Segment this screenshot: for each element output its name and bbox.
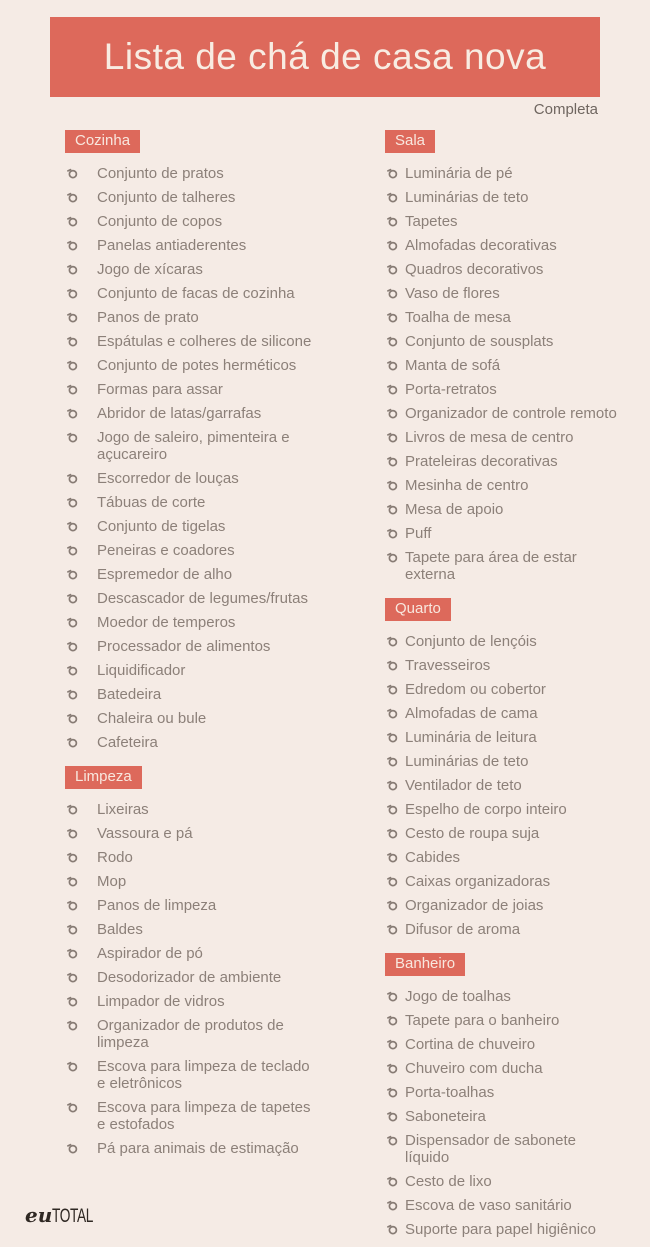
circle-notch-icon (387, 708, 398, 719)
circle-notch-icon (67, 924, 78, 935)
circle-notch-icon (67, 713, 78, 724)
list-item-label: Cafeteira (97, 734, 158, 751)
circle-notch-icon (67, 1061, 78, 1072)
list-item (65, 849, 317, 866)
circle-notch-icon (387, 924, 398, 935)
section-badge: Sala (385, 130, 435, 153)
list-item-label: Liquidificador (97, 662, 186, 679)
circle-notch-icon (67, 408, 78, 419)
list-item (385, 189, 620, 206)
list-item (385, 501, 620, 518)
section-badge: Limpeza (65, 766, 142, 789)
left-column (65, 130, 317, 1164)
list-item-label: Jogo de toalhas (405, 988, 511, 1005)
circle-notch-icon (387, 684, 398, 695)
list-item-label: Desodorizador de ambiente (97, 969, 282, 986)
list-item (65, 825, 317, 842)
circle-notch-icon (67, 1143, 78, 1154)
list-item (65, 662, 317, 679)
list-item (65, 494, 317, 511)
list-item-label: Processador de alimentos (97, 638, 271, 655)
circle-notch-icon (387, 552, 398, 563)
list-item-label: Limpador de vidros (97, 993, 225, 1010)
list-item (385, 237, 620, 254)
list-item-label: Ventilador de teto (405, 777, 522, 794)
list-item (385, 753, 620, 770)
list-item-label: Tapete para área de estar externa (405, 549, 577, 583)
circle-notch-icon (67, 312, 78, 323)
circle-notch-icon (387, 636, 398, 647)
list-item (385, 1012, 620, 1029)
list-item (385, 873, 620, 890)
circle-notch-icon (67, 192, 78, 203)
section-sala (385, 130, 620, 583)
circle-notch-icon (387, 756, 398, 767)
circle-notch-icon (67, 168, 78, 179)
list-item-label: Panos de prato (97, 309, 199, 326)
section-badge: Quarto (385, 598, 451, 621)
list-item-label: Tábuas de corte (97, 494, 206, 511)
circle-notch-icon (387, 456, 398, 467)
circle-notch-icon (67, 360, 78, 371)
list-item-label: Toalha de mesa (405, 309, 511, 326)
list-item-label: Dispensador de sabonete líquido (405, 1132, 576, 1166)
section-limpeza (65, 766, 317, 1157)
circle-notch-icon (387, 1039, 398, 1050)
list-item-label: Livros de mesa de centro (405, 429, 574, 446)
list-item (65, 590, 317, 607)
list-item (385, 1060, 620, 1077)
list-item (385, 1036, 620, 1053)
list-item (65, 518, 317, 535)
list-item (385, 897, 620, 914)
list-item-label: Almofadas de cama (405, 705, 538, 722)
circle-notch-icon (387, 780, 398, 791)
list-item-label: Tapetes (405, 213, 458, 230)
list-item-label: Saboneteira (405, 1108, 486, 1125)
list-item-label: Panos de limpeza (97, 897, 217, 914)
circle-notch-icon (67, 876, 78, 887)
circle-notch-icon (387, 336, 398, 347)
page-title: Lista de chá de casa nova (103, 36, 547, 77)
list-item-label: Manta de sofá (405, 357, 501, 374)
list-item-label: Vaso de flores (405, 285, 500, 302)
list-item (65, 1017, 317, 1051)
list-item (385, 285, 620, 302)
list-item-label: Cortina de chuveiro (405, 1036, 536, 1053)
list-item (385, 1221, 620, 1238)
list-item-label: Rodo (97, 849, 133, 866)
list-item-label: Prateleiras decorativas (405, 453, 558, 470)
list-item (65, 1099, 317, 1133)
circle-notch-icon (387, 828, 398, 839)
list-item (65, 945, 317, 962)
list-item-label: Organizador de produtos de limpeza (97, 1017, 284, 1051)
circle-notch-icon (67, 1102, 78, 1113)
section-badge: Cozinha (65, 130, 140, 153)
circle-notch-icon (387, 432, 398, 443)
list-item-label: Conjunto de tigelas (97, 518, 226, 535)
title-banner (50, 17, 600, 97)
circle-notch-icon (67, 593, 78, 604)
list-item-label: Organizador de controle remoto (405, 405, 617, 422)
list-item (385, 405, 620, 422)
circle-notch-icon (387, 360, 398, 371)
section-banheiro (385, 953, 620, 1238)
circle-notch-icon (67, 804, 78, 815)
list-item (385, 657, 620, 674)
circle-notch-icon (387, 804, 398, 815)
circle-notch-icon (387, 732, 398, 743)
circle-notch-icon (387, 1200, 398, 1211)
list-item (65, 921, 317, 938)
section-list (385, 633, 620, 938)
list-item (385, 381, 620, 398)
list-item-label: Conjunto de copos (97, 213, 223, 230)
circle-notch-icon (387, 504, 398, 515)
list-item-label: Almofadas decorativas (405, 237, 557, 254)
circle-notch-icon (387, 288, 398, 299)
section-list (65, 165, 317, 751)
list-item (65, 1140, 317, 1157)
list-item (65, 614, 317, 631)
section-quarto (385, 598, 620, 938)
list-item (65, 638, 317, 655)
section-badge: Banheiro (385, 953, 465, 976)
circle-notch-icon (67, 545, 78, 556)
list-item (65, 542, 317, 559)
list-item-label: Suporte para papel higiênico (405, 1221, 596, 1238)
list-item (385, 825, 620, 842)
list-item (385, 525, 620, 542)
list-item-label: Conjunto de lençóis (405, 633, 537, 650)
list-item-label: Mop (97, 873, 127, 890)
circle-notch-icon (387, 192, 398, 203)
brand-logo-caps: TOTAL (52, 1206, 94, 1227)
list-item (65, 285, 317, 302)
list-item (385, 705, 620, 722)
list-item (65, 710, 317, 727)
list-item-label: Conjunto de pratos (97, 165, 224, 182)
list-item-label: Edredom ou cobertor (405, 681, 546, 698)
circle-notch-icon (387, 660, 398, 671)
list-item-label: Luminárias de teto (405, 189, 529, 206)
list-item (385, 921, 620, 938)
circle-notch-icon (387, 168, 398, 179)
list-item (385, 261, 620, 278)
brand-logo (25, 1203, 109, 1228)
list-item (385, 453, 620, 470)
list-item-label: Cabides (405, 849, 461, 866)
list-item (65, 429, 317, 463)
list-item-label: Mesa de apoio (405, 501, 504, 518)
right-column (385, 130, 620, 1245)
circle-notch-icon (387, 900, 398, 911)
list-item-label: Porta-retratos (405, 381, 497, 398)
circle-notch-icon (67, 569, 78, 580)
list-item-label: Aspirador de pó (97, 945, 203, 962)
list-item-label: Escova para limpeza de teclado e eletrônicos (97, 1058, 310, 1092)
circle-notch-icon (387, 312, 398, 323)
list-item (385, 165, 620, 182)
circle-notch-icon (387, 1015, 398, 1026)
circle-notch-icon (387, 852, 398, 863)
list-item-label: Lixeiras (97, 801, 149, 818)
list-item (65, 309, 317, 326)
list-item-label: Luminária de pé (405, 165, 513, 182)
circle-notch-icon (387, 876, 398, 887)
list-item (385, 849, 620, 866)
list-item (65, 470, 317, 487)
list-item-label: Chaleira ou bule (97, 710, 207, 727)
circle-notch-icon (67, 432, 78, 443)
list-item (65, 405, 317, 422)
circle-notch-icon (67, 1020, 78, 1031)
list-item-label: Escorredor de louças (97, 470, 239, 487)
list-item (65, 213, 317, 230)
list-item-label: Panelas antiaderentes (97, 237, 247, 254)
list-item (385, 801, 620, 818)
list-item-label: Tapete para o banheiro (405, 1012, 560, 1029)
circle-notch-icon (67, 972, 78, 983)
list-item (385, 1197, 620, 1214)
circle-notch-icon (67, 852, 78, 863)
list-item-label: Luminária de leitura (405, 729, 537, 746)
list-item-label: Cesto de lixo (405, 1173, 492, 1190)
list-item (385, 988, 620, 1005)
list-item (65, 261, 317, 278)
subtitle: Completa (533, 101, 598, 118)
list-item-label: Descascador de legumes/frutas (97, 590, 308, 607)
circle-notch-icon (67, 689, 78, 700)
circle-notch-icon (67, 473, 78, 484)
list-item (385, 213, 620, 230)
list-item (65, 333, 317, 350)
list-item (385, 1173, 620, 1190)
list-item (65, 686, 317, 703)
list-item (65, 969, 317, 986)
section-cozinha (65, 130, 317, 751)
list-item (65, 237, 317, 254)
list-item-label: Chuveiro com ducha (405, 1060, 543, 1077)
list-item (65, 566, 317, 583)
list-item (65, 873, 317, 890)
circle-notch-icon (67, 264, 78, 275)
list-item-label: Conjunto de talheres (97, 189, 236, 206)
list-item-label: Pá para animais de estimação (97, 1140, 299, 1157)
list-item (385, 729, 620, 746)
list-item (385, 1108, 620, 1125)
circle-notch-icon (67, 996, 78, 1007)
circle-notch-icon (67, 336, 78, 347)
list-item (385, 477, 620, 494)
list-item-label: Espremedor de alho (97, 566, 233, 583)
list-item-label: Moedor de temperos (97, 614, 236, 631)
circle-notch-icon (387, 1224, 398, 1235)
circle-notch-icon (67, 900, 78, 911)
list-item-label: Travesseiros (405, 657, 491, 674)
list-item-label: Conjunto de potes herméticos (97, 357, 297, 374)
list-item (385, 309, 620, 326)
list-item-label: Conjunto de sousplats (405, 333, 554, 350)
circle-notch-icon (67, 521, 78, 532)
section-list (385, 165, 620, 583)
circle-notch-icon (387, 480, 398, 491)
section-list (65, 801, 317, 1157)
brand-logo-script: eu (25, 1203, 53, 1227)
list-item (385, 429, 620, 446)
circle-notch-icon (67, 665, 78, 676)
list-item (385, 357, 620, 374)
circle-notch-icon (67, 216, 78, 227)
list-item-label: Formas para assar (97, 381, 223, 398)
list-item-label: Cesto de roupa suja (405, 825, 540, 842)
list-item-label: Luminárias de teto (405, 753, 529, 770)
list-item (385, 333, 620, 350)
list-item (385, 777, 620, 794)
circle-notch-icon (67, 497, 78, 508)
circle-notch-icon (67, 617, 78, 628)
list-item-label: Jogo de saleiro, pimenteira e açucareiro (97, 429, 290, 463)
list-item-label: Porta-toalhas (405, 1084, 495, 1101)
list-item (385, 549, 620, 583)
circle-notch-icon (67, 384, 78, 395)
list-item-label: Espelho de corpo inteiro (405, 801, 567, 818)
circle-notch-icon (67, 288, 78, 299)
list-item-label: Peneiras e coadores (97, 542, 235, 559)
list-item (385, 1084, 620, 1101)
circle-notch-icon (67, 948, 78, 959)
list-item-label: Batedeira (97, 686, 162, 703)
section-list (385, 988, 620, 1238)
list-item (65, 189, 317, 206)
circle-notch-icon (387, 991, 398, 1002)
list-item (65, 897, 317, 914)
circle-notch-icon (387, 1176, 398, 1187)
list-item-label: Jogo de xícaras (97, 261, 203, 278)
list-item (65, 357, 317, 374)
list-item (65, 801, 317, 818)
list-item (65, 165, 317, 182)
list-item-label: Escova para limpeza de tapetes e estofados (97, 1099, 311, 1133)
circle-notch-icon (387, 1063, 398, 1074)
list-item (385, 633, 620, 650)
circle-notch-icon (387, 408, 398, 419)
list-item-label: Quadros decorativos (405, 261, 544, 278)
circle-notch-icon (67, 737, 78, 748)
circle-notch-icon (67, 828, 78, 839)
circle-notch-icon (387, 264, 398, 275)
list-item-label: Vassoura e pá (97, 825, 193, 842)
circle-notch-icon (387, 216, 398, 227)
circle-notch-icon (387, 240, 398, 251)
circle-notch-icon (387, 384, 398, 395)
list-item (65, 993, 317, 1010)
list-item-label: Organizador de joias (405, 897, 544, 914)
circle-notch-icon (67, 641, 78, 652)
circle-notch-icon (387, 1111, 398, 1122)
circle-notch-icon (387, 528, 398, 539)
list-item-label: Escova de vaso sanitário (405, 1197, 572, 1214)
list-item (385, 681, 620, 698)
list-item-label: Caixas organizadoras (405, 873, 551, 890)
list-item-label: Mesinha de centro (405, 477, 529, 494)
list-item (65, 734, 317, 751)
list-item-label: Baldes (97, 921, 143, 938)
circle-notch-icon (387, 1135, 398, 1146)
circle-notch-icon (67, 240, 78, 251)
list-item-label: Abridor de latas/garrafas (97, 405, 262, 422)
list-item (65, 381, 317, 398)
list-item-label: Difusor de aroma (405, 921, 521, 938)
list-item (65, 1058, 317, 1092)
circle-notch-icon (387, 1087, 398, 1098)
list-item (385, 1132, 620, 1166)
list-item-label: Conjunto de facas de cozinha (97, 285, 295, 302)
list-item-label: Espátulas e colheres de silicone (97, 333, 312, 350)
list-item-label: Puff (405, 525, 432, 542)
